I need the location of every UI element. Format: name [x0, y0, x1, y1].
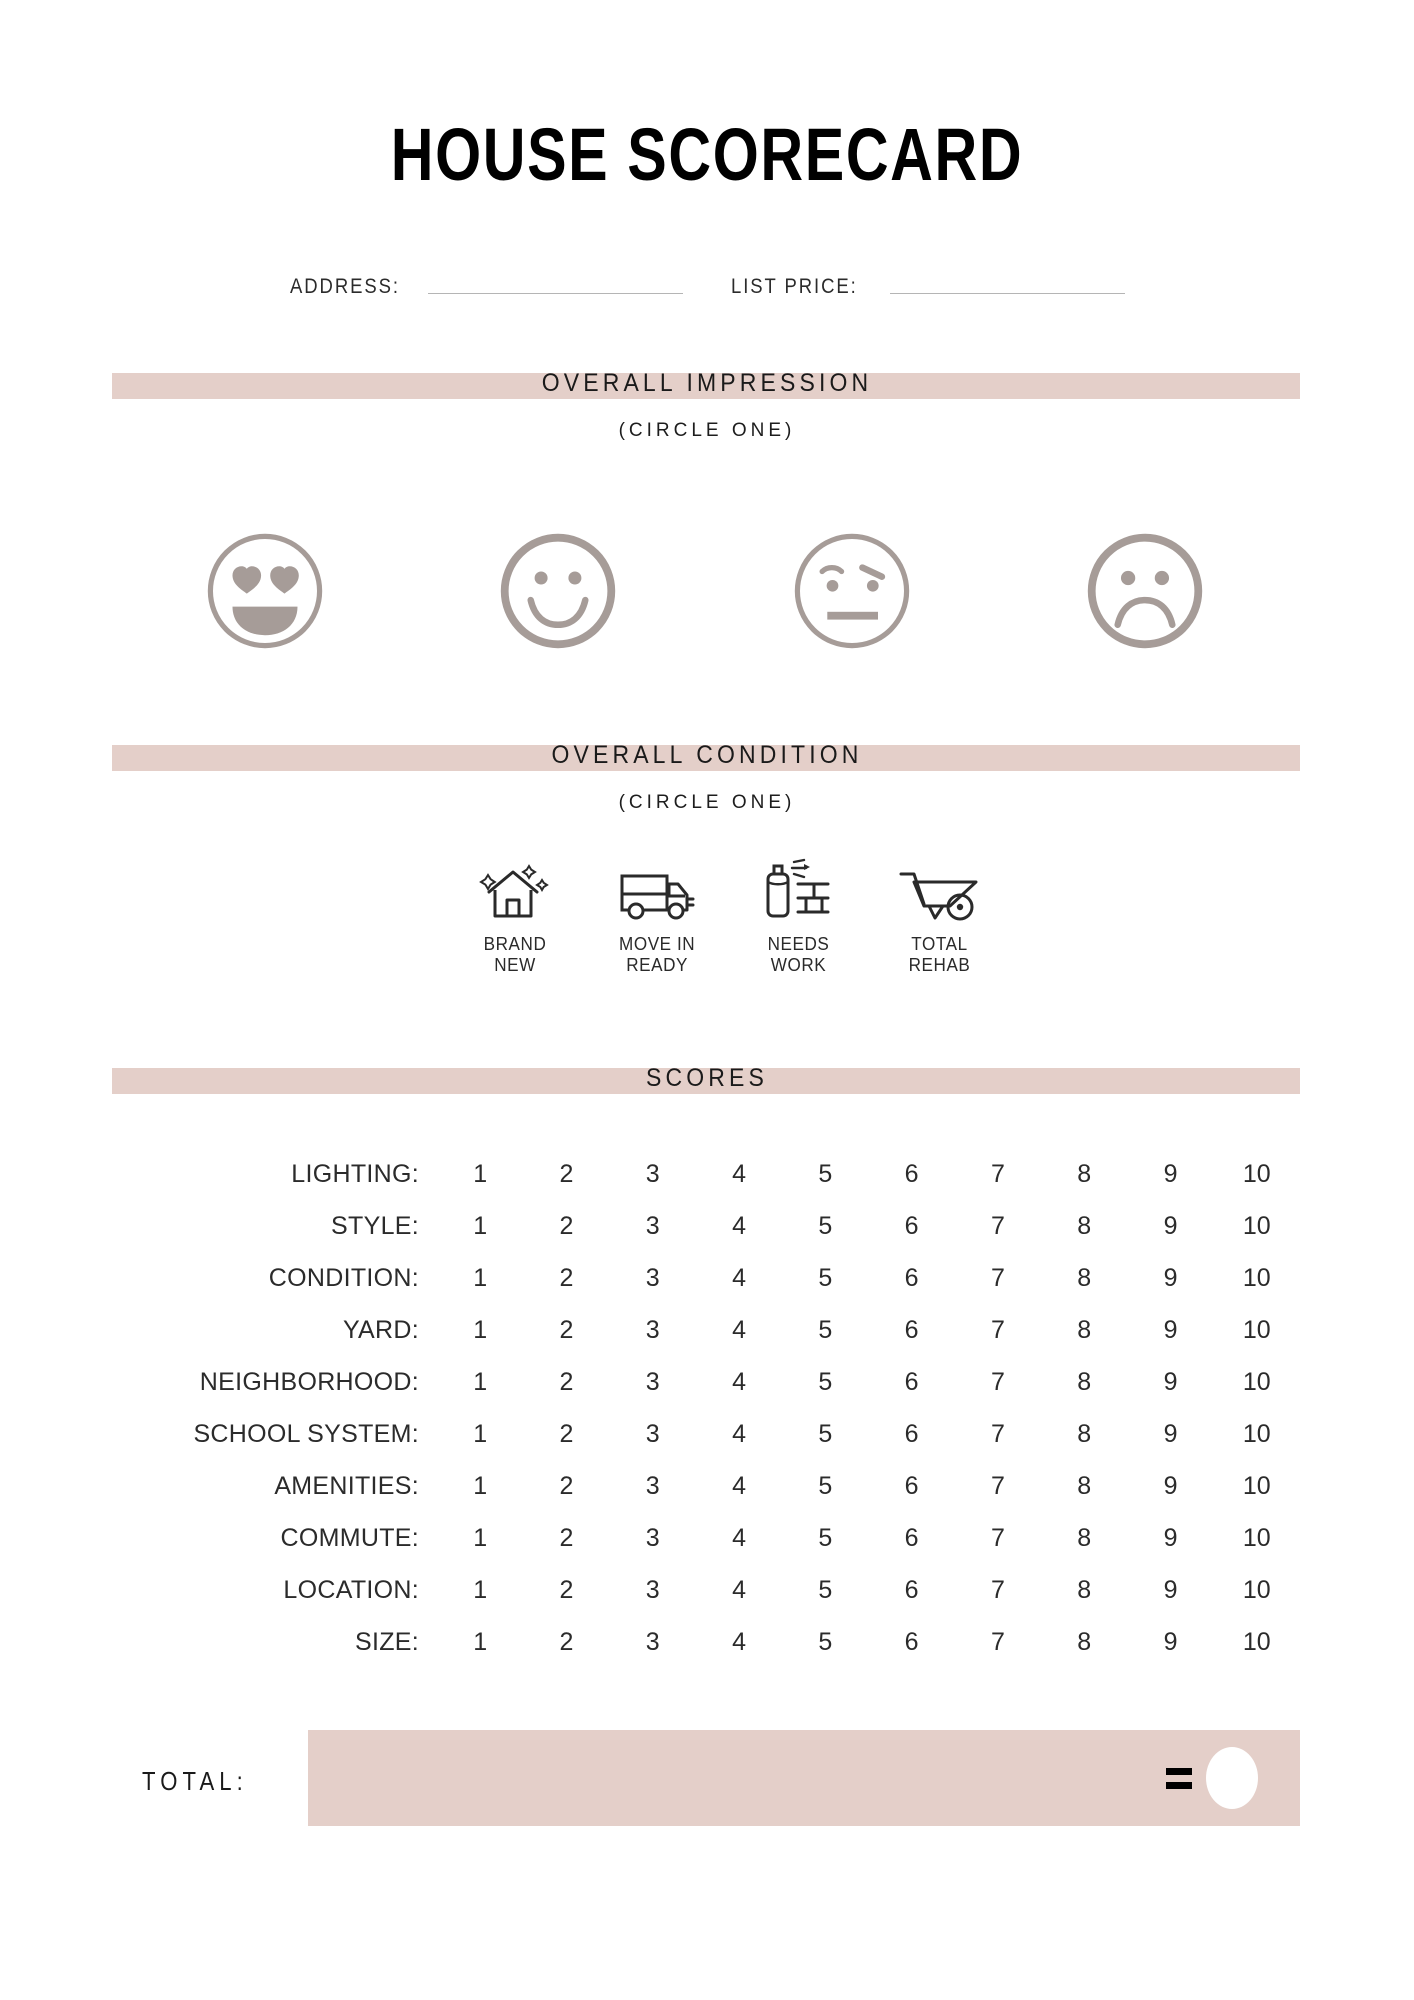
- score-option[interactable]: 3: [645, 1419, 660, 1448]
- score-option[interactable]: 9: [1163, 1575, 1178, 1604]
- condition-label-line2: REHAB: [909, 955, 971, 976]
- skeptical-face-icon[interactable]: [787, 526, 917, 656]
- score-option[interactable]: 10: [1242, 1211, 1271, 1240]
- score-option[interactable]: 10: [1242, 1523, 1271, 1552]
- condition-option-label: [619, 934, 695, 976]
- score-option[interactable]: 6: [904, 1575, 919, 1604]
- score-scale: [437, 1420, 1300, 1449]
- score-option[interactable]: 7: [990, 1419, 1005, 1448]
- score-option[interactable]: 3: [645, 1263, 660, 1292]
- score-scale: [437, 1316, 1300, 1345]
- score-option[interactable]: 10: [1242, 1471, 1271, 1500]
- score-scale: [437, 1628, 1300, 1657]
- score-option[interactable]: 9: [1163, 1211, 1178, 1240]
- score-option[interactable]: 7: [990, 1523, 1005, 1552]
- score-option[interactable]: 1: [473, 1419, 488, 1448]
- score-option[interactable]: 4: [732, 1575, 746, 1604]
- score-option[interactable]: 2: [559, 1159, 574, 1188]
- score-option[interactable]: 5: [818, 1315, 833, 1344]
- score-option[interactable]: 3: [645, 1211, 660, 1240]
- score-option[interactable]: 5: [818, 1627, 833, 1656]
- score-option[interactable]: 1: [473, 1367, 488, 1396]
- score-row-label: YARD:: [342, 1315, 419, 1344]
- score-option[interactable]: 9: [1163, 1471, 1178, 1500]
- score-option[interactable]: 4: [732, 1419, 746, 1448]
- score-option[interactable]: 4: [732, 1627, 746, 1656]
- score-row-label: SCHOOL SYSTEM:: [193, 1419, 419, 1448]
- score-option[interactable]: 5: [818, 1419, 833, 1448]
- score-option[interactable]: 2: [559, 1315, 574, 1344]
- score-option[interactable]: 1: [473, 1211, 488, 1240]
- score-row: [112, 1356, 1300, 1408]
- score-row-label: STYLE:: [331, 1211, 419, 1240]
- score-option[interactable]: 7: [990, 1575, 1005, 1604]
- score-option[interactable]: 4: [732, 1211, 746, 1240]
- score-option[interactable]: 2: [559, 1263, 574, 1292]
- score-scale: [437, 1160, 1300, 1189]
- score-row-label: CONDITION:: [268, 1263, 419, 1292]
- score-option[interactable]: 6: [904, 1419, 919, 1448]
- score-option[interactable]: 5: [818, 1263, 833, 1292]
- score-option[interactable]: 9: [1163, 1367, 1178, 1396]
- score-row-label: LOCATION:: [283, 1575, 419, 1604]
- score-option[interactable]: 8: [1077, 1211, 1092, 1240]
- spray-can-bricks-icon: [762, 852, 834, 924]
- list-price-input-line[interactable]: [890, 293, 1125, 294]
- score-option[interactable]: 5: [818, 1211, 833, 1240]
- total-row: [0, 1730, 1414, 1826]
- score-option[interactable]: 2: [559, 1471, 574, 1500]
- score-scale: [437, 1472, 1300, 1501]
- score-option[interactable]: 4: [732, 1523, 746, 1552]
- condition-option-label: [484, 934, 547, 976]
- score-option[interactable]: 7: [990, 1627, 1005, 1656]
- score-row: [112, 1148, 1300, 1200]
- score-option[interactable]: 7: [990, 1367, 1005, 1396]
- score-option[interactable]: 4: [732, 1315, 746, 1344]
- score-option[interactable]: 8: [1077, 1263, 1092, 1292]
- score-option[interactable]: 8: [1077, 1523, 1092, 1552]
- address-field[interactable]: [290, 276, 684, 297]
- score-row-label: NEIGHBORHOOD:: [199, 1367, 419, 1396]
- condition-label-line2: READY: [625, 955, 688, 976]
- overall-condition-subtitle: (CIRCLE ONE): [618, 792, 796, 813]
- score-option[interactable]: 3: [645, 1367, 660, 1396]
- score-option[interactable]: 3: [645, 1159, 660, 1188]
- score-option[interactable]: 3: [645, 1471, 660, 1500]
- score-option[interactable]: 4: [732, 1367, 746, 1396]
- condition-option-move-in-ready[interactable]: [597, 852, 717, 976]
- impression-options: [200, 526, 1210, 656]
- sparkling-house-icon: [479, 852, 551, 924]
- score-option[interactable]: 3: [645, 1627, 660, 1656]
- scores-table: [112, 1148, 1300, 1668]
- score-option[interactable]: 10: [1242, 1315, 1271, 1344]
- score-scale: [437, 1524, 1300, 1553]
- score-option[interactable]: 2: [559, 1523, 574, 1552]
- score-row: [112, 1564, 1300, 1616]
- condition-label-line1: TOTAL: [911, 934, 969, 954]
- score-option[interactable]: 6: [904, 1471, 919, 1500]
- score-row-label: AMENITIES:: [274, 1471, 419, 1500]
- score-option[interactable]: 4: [732, 1159, 746, 1188]
- score-scale: [437, 1576, 1300, 1605]
- condition-label-line2: WORK: [770, 955, 827, 976]
- page-title: HOUSE SCORECARD: [390, 113, 1024, 196]
- score-option[interactable]: 9: [1163, 1315, 1178, 1344]
- score-option[interactable]: 9: [1163, 1523, 1178, 1552]
- score-option[interactable]: 10: [1242, 1159, 1271, 1188]
- score-row: [112, 1252, 1300, 1304]
- score-option[interactable]: 7: [990, 1211, 1005, 1240]
- score-option[interactable]: 2: [559, 1419, 574, 1448]
- score-option[interactable]: 7: [990, 1471, 1005, 1500]
- score-row: [112, 1616, 1300, 1668]
- score-option[interactable]: 4: [732, 1263, 746, 1292]
- condition-option-label: [909, 934, 971, 976]
- score-option[interactable]: 1: [473, 1627, 488, 1656]
- score-option[interactable]: 8: [1077, 1315, 1092, 1344]
- score-option[interactable]: 7: [990, 1315, 1005, 1344]
- score-option[interactable]: 6: [904, 1263, 919, 1292]
- address-label: ADDRESS:: [289, 275, 400, 298]
- score-option[interactable]: 5: [818, 1471, 833, 1500]
- score-option[interactable]: 5: [818, 1575, 833, 1604]
- list-price-field[interactable]: [731, 276, 1124, 297]
- condition-option-brand-new[interactable]: [455, 852, 575, 976]
- score-option[interactable]: 7: [990, 1159, 1005, 1188]
- score-option[interactable]: 3: [645, 1315, 660, 1344]
- score-option[interactable]: 4: [732, 1471, 746, 1500]
- score-row-label: COMMUTE:: [280, 1523, 419, 1552]
- score-option[interactable]: 10: [1242, 1419, 1271, 1448]
- property-info-row: [0, 276, 1414, 297]
- score-option[interactable]: 6: [904, 1159, 919, 1188]
- score-option[interactable]: 1: [473, 1263, 488, 1292]
- wheelbarrow-icon: [898, 852, 982, 924]
- score-option[interactable]: 6: [904, 1367, 919, 1396]
- score-option[interactable]: 8: [1077, 1159, 1092, 1188]
- score-row-label: LIGHTING:: [291, 1159, 419, 1188]
- score-option[interactable]: 6: [904, 1211, 919, 1240]
- score-option[interactable]: 7: [990, 1263, 1005, 1292]
- total-input-bar[interactable]: [308, 1730, 1300, 1826]
- score-option[interactable]: 10: [1242, 1575, 1271, 1604]
- score-option[interactable]: 9: [1163, 1159, 1178, 1188]
- score-option[interactable]: 1: [473, 1159, 488, 1188]
- score-option[interactable]: 3: [645, 1575, 660, 1604]
- score-option[interactable]: 8: [1077, 1627, 1092, 1656]
- score-option[interactable]: 9: [1163, 1419, 1178, 1448]
- score-option[interactable]: 1: [473, 1523, 488, 1552]
- score-option[interactable]: 1: [473, 1315, 488, 1344]
- condition-label-line1: BRAND: [483, 934, 547, 954]
- score-option[interactable]: 8: [1077, 1575, 1092, 1604]
- score-option[interactable]: 2: [559, 1627, 574, 1656]
- score-option[interactable]: 2: [559, 1211, 574, 1240]
- score-option[interactable]: 10: [1242, 1263, 1271, 1292]
- score-row: [112, 1408, 1300, 1460]
- condition-option-needs-work[interactable]: [738, 852, 858, 976]
- frowning-face-icon[interactable]: [1080, 526, 1210, 656]
- score-option[interactable]: 8: [1077, 1419, 1092, 1448]
- scores-title: SCORES: [646, 1064, 768, 1092]
- score-option[interactable]: 6: [904, 1627, 919, 1656]
- score-row: [112, 1512, 1300, 1564]
- moving-truck-icon: [617, 852, 697, 924]
- heart-eyes-face-icon[interactable]: [200, 526, 330, 656]
- score-option[interactable]: 2: [559, 1367, 574, 1396]
- score-option[interactable]: 2: [559, 1575, 574, 1604]
- condition-label-line2: NEW: [494, 955, 536, 976]
- address-input-line[interactable]: [428, 293, 683, 294]
- overall-impression-subtitle: (CIRCLE ONE): [618, 420, 796, 441]
- equals-icon: [1166, 1768, 1192, 1789]
- condition-options: [455, 852, 1000, 976]
- score-option[interactable]: 1: [473, 1471, 488, 1500]
- score-option[interactable]: 9: [1163, 1627, 1178, 1656]
- score-option[interactable]: 10: [1242, 1367, 1271, 1396]
- score-option[interactable]: 5: [818, 1523, 833, 1552]
- score-option[interactable]: 1: [473, 1575, 488, 1604]
- total-label: TOTAL:: [142, 1766, 248, 1796]
- score-option[interactable]: 5: [818, 1367, 833, 1396]
- score-option[interactable]: 6: [904, 1523, 919, 1552]
- score-option[interactable]: 8: [1077, 1471, 1092, 1500]
- condition-option-label: [767, 934, 829, 976]
- overall-impression-title: OVERALL IMPRESSION: [541, 369, 873, 397]
- score-row: [112, 1304, 1300, 1356]
- smiling-face-icon[interactable]: [493, 526, 623, 656]
- score-scale: [437, 1368, 1300, 1397]
- condition-label-line1: NEEDS: [767, 934, 830, 954]
- score-row-label: SIZE:: [354, 1627, 419, 1656]
- score-scale: [437, 1212, 1300, 1241]
- list-price-label: LIST PRICE:: [731, 275, 859, 298]
- condition-label-line1: MOVE IN: [618, 934, 695, 954]
- score-scale: [437, 1264, 1300, 1293]
- score-option[interactable]: 9: [1163, 1263, 1178, 1292]
- score-option[interactable]: 5: [818, 1159, 833, 1188]
- score-option[interactable]: 6: [904, 1315, 919, 1344]
- condition-option-total-rehab[interactable]: [880, 852, 1000, 976]
- score-row: [112, 1200, 1300, 1252]
- score-option[interactable]: 8: [1077, 1367, 1092, 1396]
- overall-condition-title: OVERALL CONDITION: [551, 741, 863, 769]
- score-option[interactable]: 10: [1242, 1627, 1271, 1656]
- score-option[interactable]: 3: [645, 1523, 660, 1552]
- total-score-circle[interactable]: [1206, 1747, 1258, 1809]
- score-row: [112, 1460, 1300, 1512]
